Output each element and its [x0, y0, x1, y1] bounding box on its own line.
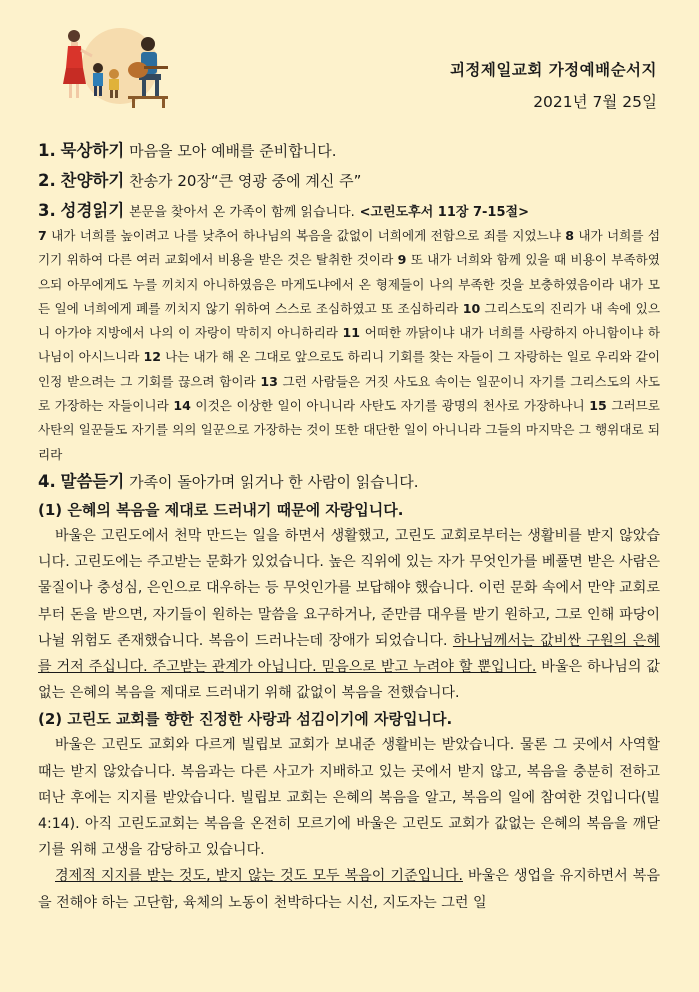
sermon-paragraph: 바울은 고린도 교회와 다르게 빌립보 교회가 보내준 생활비는 받았습니다. 물론 그 곳에서 사역할 때는 받지 않았습니다. 복음과는 다른 사고가 지배하고 있는 곳에서 받지 않고, 복음을 충분히 전하고 떠난 후에는 지지를 받았습니다. 빌립보 교회는 은혜의 복음을 알고, 복음의 일에 참여한 것입니다(빌4:14). 아직 고린도교회는 복음을 온전히 모르기에 바울은 고린도 교회가 값없는 은혜의 복음을 깨닫기를 위해 고생을 감당하고 있습니다. [38, 737, 660, 859]
underlined-emphasis: 하나님께서는 값비싼 구원의 은혜를 거저 주십니다. 주고받는 관계가 아닙니다. 믿음으로 받고 누려야 할 뿐입니다. [38, 632, 660, 675]
sermon-point-2-title: (2) 고린도 교회를 향한 진정한 사랑과 섬김이기에 자랑입니다. [38, 710, 453, 729]
verse-text: 이것은 이상한 일이 아니니라 사탄도 자기를 광명의 천사로 가장하나니 [195, 398, 585, 414]
paragraph-text: 바울은 생업을 유지하면서 복음을 전해야 하는 고단함, 육체의 노동이 천박하다는 시선, 지도자는 그런 일 [38, 868, 661, 911]
underlined-emphasis: 경제적 지지를 받는 것도, 받지 않는 것도 모두 복음이 기준입니다. [55, 868, 463, 885]
verse-text: 그러므로 사탄의 일꾼들도 자기를 의의 일꾼으로 가장하는 것이 또한 대단한 일이 아니니라 그들의 마지막은 그 행위대로 되리라 [38, 398, 660, 462]
sermon-paragraph [38, 863, 660, 915]
order-of-worship [38, 136, 660, 916]
paragraph-text: 바울은 고린도에서 천막 만드는 일을 하면서 생활했고, 고린도 교회로부터는 생활비를 받지 않았습니다. 고린도에는 주고받는 문화가 있었습니다. 높은 직위에 있는 자가 무엇인가를 베풀면 받은 사람은 물질이나 충성심, 은인으로 대우하는 등 무엇인가를 보답해야 했습니다. 이런 문화 속에서 만약 교회로부터 돈을 받으면, 자기들이 원하는 말씀을 요구하거나, 준만큼 대우를 받기 원하고, 그로 인해 파당이 나뉠 위험도 존재했습니다. 복음이 드러나는데 장애가 되었습니다. [38, 527, 660, 649]
step-title: 말씀듣기 [60, 471, 125, 491]
verse-text: 그리스도의 진리가 내 속에 있으니 아가야 지방에서 나의 이 자랑이 막히지 아니하리라 [38, 300, 660, 341]
step-description: 마음을 모아 예배를 준비합니다. [129, 142, 337, 160]
verse-number: 11 [342, 325, 361, 341]
verse-number: 13 [260, 373, 278, 389]
step-meditate [38, 136, 660, 166]
step-number: 3. [38, 201, 56, 220]
verse-text: 나는 내가 해 온 그대로 앞으로도 하리니 기회를 찾는 자들이 그 자랑하는 일로 우리와 같이 인정 받으려는 그 기회를 끊으려 함이라 [38, 349, 660, 389]
scripture-reference: <고린도후서 11장 7-15절> [359, 205, 529, 220]
step-number: 1. [38, 141, 56, 160]
paragraph-text: 바울은 하나님의 값없는 은혜의 복음을 제대로 드러내기 위해 값없이 복음을 전했습니다. [38, 658, 660, 702]
step-number: 4. [38, 471, 56, 491]
scripture-text [38, 224, 660, 467]
family-worship-illustration [52, 22, 182, 112]
verse-number: 8 [565, 228, 575, 243]
step-title: 성경읽기 [60, 201, 125, 220]
verse-text: 어떠한 까닭이냐 내가 너희를 사랑하지 아니함이냐 하나님이 아시느니라 [38, 325, 661, 365]
page-title: 괴정제일교회 가정예배순서지 [449, 61, 657, 79]
step-description: 본문을 찾아서 온 가족이 함께 읽습니다. [129, 205, 355, 220]
step-bible-reading [38, 196, 660, 227]
verse-text: 또 내가 너희와 함께 있을 때 비용이 부족하였으되 아무에게도 누를 끼치지 아니하였음은 마게도냐에서 온 형제들이 나의 부족한 것을 보충하였음이라 내가 모든 일에 너희에게 폐를 끼치지 않기 위하여 스스로 조심하였고 또 조심하리라 [38, 252, 660, 316]
verse-number: 7 [38, 228, 47, 243]
verse-number: 14 [173, 398, 191, 414]
verse-text: 내가 너희를 섬기기 위하여 다른 여러 교회에서 비용을 받은 것은 탈취한 것이라 [38, 228, 660, 268]
verse-number: 9 [397, 252, 407, 268]
step-title: 찬양하기 [60, 171, 125, 190]
step-title: 묵상하기 [60, 141, 125, 160]
sermon-paragraph [38, 523, 660, 706]
verse-number: 12 [143, 349, 162, 365]
verse-text: 내가 너희를 높이려고 나를 낮추어 하나님의 복음을 값없이 너희에게 전함으로 죄를 지었느냐 [51, 228, 561, 243]
step-praise [38, 166, 660, 196]
step-description: 찬송가 20장“큰 영광 중에 계신 주” [129, 172, 362, 190]
step-number: 2. [38, 171, 56, 190]
verse-number: 15 [589, 398, 607, 414]
verse-text: 그런 사람들은 거짓 사도요 속이는 일꾼이니 자기를 그리스도의 사도로 가장하는 자들이니라 [38, 373, 660, 414]
verse-number: 10 [462, 300, 481, 316]
step-description: 가족이 돌아가며 읽거나 한 사람이 읽습니다. [129, 472, 419, 491]
sermon-point-1-title: (1) 은혜의 복음을 제대로 드러내기 때문에 자랑입니다. [38, 500, 404, 519]
worship-date: 2021년 7월 25일 [533, 93, 657, 111]
step-sermon [38, 467, 660, 497]
